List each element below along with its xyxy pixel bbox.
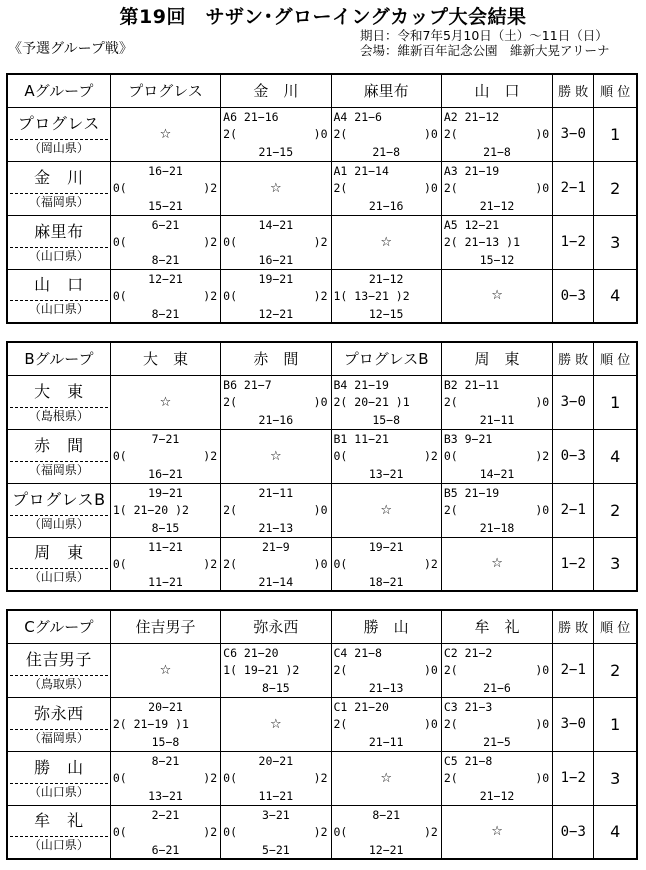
game2-score: 0(: [223, 234, 238, 249]
game2-score: 0(: [333, 556, 348, 571]
game2-score: 2(: [223, 394, 238, 409]
game3-score: 6−21: [151, 842, 180, 857]
table-row: [7, 643, 637, 697]
table-header-row: [7, 610, 637, 643]
game3-score: 11−21: [258, 788, 294, 803]
game1-score: 19−21: [258, 271, 294, 286]
game3-score: 21−13: [368, 680, 404, 695]
game3-score: 14−21: [479, 466, 515, 481]
game2-score: 0(: [112, 824, 127, 839]
game2-score: 0(: [112, 556, 127, 571]
game1-score: 21−9: [261, 539, 290, 554]
row-team: [7, 751, 110, 805]
game2-score: 2(: [223, 556, 238, 571]
game3-score: 21−11: [479, 412, 515, 427]
game3-score: 21−5: [483, 734, 511, 749]
match-result: [331, 643, 441, 697]
match-result: [221, 537, 331, 591]
game2-score: 1( 13−21 )2: [333, 288, 410, 303]
game1-score: 19−21: [368, 539, 404, 554]
match-games-won: )2: [313, 824, 328, 839]
game2-score: 0(: [443, 448, 458, 463]
column-team-name: 周 東: [441, 342, 552, 375]
game3-score: 13−21: [148, 788, 183, 803]
match-result: [441, 697, 552, 751]
match-result: [110, 805, 220, 859]
game1-score: B2 21−11: [443, 377, 500, 392]
table-row: [7, 697, 637, 751]
rank-value: 1: [594, 697, 637, 751]
game1-score: B3 9−21: [443, 431, 493, 446]
row-team: [7, 643, 110, 697]
game3-score: 15−12: [479, 252, 515, 267]
team-prefecture: （福岡県）: [28, 462, 89, 477]
team-prefecture: （福岡県）: [28, 730, 89, 745]
event-venue: 会場：維新百年記念公園 維新大晃アリーナ: [360, 43, 610, 58]
game2-score: 2(: [443, 770, 458, 785]
game3-score: 11−21: [148, 574, 183, 589]
match-games-won: )2: [203, 824, 218, 839]
win-loss-record: 0−3: [553, 269, 594, 323]
game2-score: 2(: [443, 502, 458, 517]
team-prefecture: （岡山県）: [28, 140, 89, 155]
game2-score: 2(: [223, 126, 238, 141]
table-row: [7, 215, 637, 269]
game3-score: 12−15: [368, 306, 404, 321]
team-name: プログレス: [17, 113, 100, 133]
team-name: 赤 間: [34, 435, 84, 455]
match-games-won: )2: [203, 448, 218, 463]
game3-score: 15−8: [372, 412, 401, 427]
game3-score: 21−14: [258, 574, 294, 589]
game2-score: 1( 19−21 )2: [223, 662, 300, 677]
match-result: [110, 215, 220, 269]
rank-value: 3: [594, 751, 637, 805]
game2-score: 2(: [443, 662, 458, 677]
match-result: [331, 429, 441, 483]
column-team-name: プログレス: [110, 74, 220, 107]
game1-score: A6 21−16: [223, 109, 279, 124]
win-loss-record: 1−2: [553, 215, 594, 269]
game1-score: B6 21−7: [223, 377, 272, 392]
game1-score: A5 12−21: [443, 217, 500, 232]
game1-score: A2 21−12: [443, 109, 500, 124]
game1-score: 3−21: [261, 807, 290, 822]
game1-score: 21−11: [258, 485, 294, 500]
match-result: [221, 375, 331, 429]
team-name: 金 川: [34, 167, 84, 187]
column-team-name: 牟 礼: [441, 610, 552, 643]
game3-score: 5−21: [261, 842, 290, 857]
row-team: [7, 429, 110, 483]
match-result: [110, 537, 220, 591]
game1-score: C3 21−3: [443, 699, 493, 714]
self-match-star: ☆: [441, 805, 552, 859]
match-games-won: )0: [535, 394, 550, 409]
win-loss-record: 3−0: [553, 107, 594, 161]
team-name: 牟 礼: [34, 811, 84, 831]
match-result: [331, 697, 441, 751]
row-team: [7, 269, 110, 323]
rank-value: 3: [594, 537, 637, 591]
game2-score: 2(: [333, 180, 348, 195]
game3-score: 8−15: [151, 520, 180, 535]
match-result: [221, 483, 331, 537]
match-games-won: )0: [313, 502, 328, 517]
column-team-name: 弥永西: [221, 610, 331, 643]
match-games-won: )0: [535, 126, 550, 141]
game3-score: 8−21: [151, 252, 180, 267]
game1-score: C5 21−8: [443, 753, 493, 768]
game2-score: 2(: [333, 126, 348, 141]
game3-score: 21−12: [479, 788, 515, 803]
team-prefecture: （山口県）: [28, 248, 89, 263]
column-win-loss: 勝 敗: [553, 342, 594, 375]
game1-score: A4 21−6: [333, 109, 382, 124]
match-games-won: )0: [423, 126, 438, 141]
match-games-won: )2: [535, 448, 550, 463]
game3-score: 18−21: [368, 574, 404, 589]
game1-score: C2 21−2: [443, 645, 493, 660]
match-result: [331, 375, 441, 429]
game1-score: 14−21: [258, 217, 294, 232]
column-team-name: 大 東: [110, 342, 220, 375]
column-win-loss: 勝 敗: [553, 610, 594, 643]
game2-score: 0(: [112, 180, 127, 195]
rank-value: 2: [594, 161, 637, 215]
game3-score: 8−21: [151, 306, 180, 321]
match-games-won: )0: [535, 662, 550, 677]
match-result: [221, 805, 331, 859]
column-rank: 順 位: [594, 342, 637, 375]
game3-score: 21−15: [258, 144, 294, 159]
game1-score: 6−21: [151, 217, 180, 232]
row-team: [7, 215, 110, 269]
match-result: [221, 269, 331, 323]
game3-score: 13−21: [368, 466, 404, 481]
win-loss-record: 0−3: [553, 805, 594, 859]
table-row: [7, 537, 637, 591]
match-games-won: )2: [203, 180, 218, 195]
game1-score: 19−21: [148, 485, 183, 500]
match-result: [221, 107, 331, 161]
rank-value: 1: [594, 375, 637, 429]
team-name: 大 東: [34, 381, 84, 401]
game1-score: 8−21: [151, 753, 180, 768]
game1-score: A3 21−19: [443, 163, 500, 178]
game1-score: B5 21−19: [443, 485, 500, 500]
game3-score: 21−12: [479, 198, 515, 213]
team-prefecture: （山口県）: [28, 784, 89, 799]
match-result: [110, 751, 220, 805]
rank-value: 1: [594, 107, 637, 161]
rank-value: 4: [594, 429, 637, 483]
match-result: [221, 751, 331, 805]
game3-score: 21−18: [479, 520, 515, 535]
section-subtitle: 《予選グループ戦》: [8, 41, 133, 57]
table-row: [7, 483, 637, 537]
table-row: [7, 161, 637, 215]
team-prefecture: （福岡県）: [28, 194, 89, 209]
game1-score: 16−21: [148, 163, 183, 178]
match-games-won: )0: [535, 502, 550, 517]
match-games-won: )0: [535, 180, 550, 195]
match-result: [441, 215, 552, 269]
game2-score: 2(: [443, 716, 458, 731]
game3-score: 12−21: [258, 306, 294, 321]
game3-score: 21−11: [368, 734, 404, 749]
row-team: [7, 697, 110, 751]
team-prefecture: （山口県）: [28, 302, 89, 317]
game2-score: 0(: [112, 234, 127, 249]
game1-score: C4 21−8: [333, 645, 382, 660]
row-team: [7, 805, 110, 859]
match-result: [221, 215, 331, 269]
match-result: [110, 697, 220, 751]
win-loss-record: 3−0: [553, 697, 594, 751]
group-name: Bグループ: [7, 342, 110, 375]
match-result: [441, 429, 552, 483]
rank-value: 2: [594, 643, 637, 697]
game1-score: 21−12: [368, 271, 404, 286]
match-result: [331, 161, 441, 215]
game3-score: 8−15: [261, 680, 290, 695]
game3-score: 21−16: [258, 412, 294, 427]
win-loss-record: 2−1: [553, 643, 594, 697]
game1-score: 7−21: [151, 431, 180, 446]
self-match-star: ☆: [221, 697, 331, 751]
table-row: [7, 429, 637, 483]
game1-score: 20−21: [148, 699, 183, 714]
match-games-won: )2: [423, 824, 438, 839]
team-prefecture: （島根県）: [28, 408, 89, 423]
game1-score: B4 21−19: [333, 377, 389, 392]
match-games-won: )2: [423, 448, 438, 463]
group-name: Aグループ: [7, 74, 110, 107]
game1-score: B1 11−21: [333, 431, 389, 446]
table-row: [7, 107, 637, 161]
game2-score: 0(: [333, 448, 348, 463]
win-loss-record: 2−1: [553, 483, 594, 537]
row-team: [7, 107, 110, 161]
game3-score: 21−16: [368, 198, 404, 213]
game2-score: 2( 21−13 )1: [443, 234, 521, 249]
event-info: [360, 28, 610, 58]
game2-score: 2(: [223, 502, 238, 517]
self-match-star: ☆: [441, 537, 552, 591]
match-result: [331, 805, 441, 859]
game2-score: 0(: [223, 824, 238, 839]
game3-score: 12−21: [368, 842, 404, 857]
self-match-star: ☆: [110, 643, 220, 697]
column-rank: 順 位: [594, 74, 637, 107]
win-loss-record: 1−2: [553, 537, 594, 591]
self-match-star: ☆: [331, 215, 441, 269]
self-match-star: ☆: [331, 483, 441, 537]
match-result: [331, 537, 441, 591]
table-row: [7, 375, 637, 429]
team-prefecture: （鳥取県）: [28, 676, 89, 691]
rank-value: 3: [594, 215, 637, 269]
match-result: [441, 375, 552, 429]
table-row: [7, 805, 637, 859]
column-win-loss: 勝 敗: [553, 74, 594, 107]
self-match-star: ☆: [221, 161, 331, 215]
match-result: [110, 429, 220, 483]
team-name: 勝 山: [34, 757, 84, 777]
event-period: 期日：令和7年5月10日（土）～11日（日）: [360, 28, 608, 43]
column-team-name: 勝 山: [331, 610, 441, 643]
game3-score: 21−8: [483, 144, 511, 159]
match-result: [221, 643, 331, 697]
win-loss-record: 1−2: [553, 751, 594, 805]
self-match-star: ☆: [110, 107, 220, 161]
match-games-won: )2: [313, 770, 328, 785]
game1-score: C1 21−20: [333, 699, 389, 714]
match-games-won: )0: [313, 394, 328, 409]
table-header-row: [7, 74, 637, 107]
game2-score: 0(: [223, 770, 238, 785]
match-games-won: )2: [313, 288, 328, 303]
game1-score: 11−21: [148, 539, 183, 554]
match-games-won: )0: [535, 770, 550, 785]
column-team-name: 金 川: [221, 74, 331, 107]
column-team-name: 麻里布: [331, 74, 441, 107]
team-name: 周 東: [34, 543, 84, 563]
self-match-star: ☆: [331, 751, 441, 805]
team-prefecture: （岡山県）: [28, 516, 89, 531]
game3-score: 21−8: [372, 144, 401, 159]
game2-score: 2( 20−21 )1: [333, 394, 410, 409]
team-name: 麻里布: [34, 221, 84, 241]
game3-score: 16−21: [148, 466, 183, 481]
match-games-won: )0: [313, 556, 328, 571]
match-result: [441, 643, 552, 697]
game1-score: 20−21: [258, 753, 294, 768]
column-team-name: 赤 間: [221, 342, 331, 375]
team-name: プログレスB: [12, 489, 106, 509]
game2-score: 0(: [112, 770, 127, 785]
game1-score: A1 21−14: [333, 163, 389, 178]
match-result: [110, 269, 220, 323]
column-team-name: 山 口: [441, 74, 552, 107]
match-result: [441, 161, 552, 215]
game1-score: C6 21−20: [223, 645, 279, 660]
match-games-won: )2: [203, 556, 218, 571]
game2-score: 0(: [112, 288, 127, 303]
match-result: [331, 269, 441, 323]
game2-score: 2(: [333, 662, 348, 677]
win-loss-record: 3−0: [553, 375, 594, 429]
match-games-won: )2: [423, 556, 438, 571]
column-rank: 順 位: [594, 610, 637, 643]
team-name: 住吉男子: [25, 649, 92, 669]
game2-score: 2(: [443, 394, 458, 409]
row-team: [7, 161, 110, 215]
team-prefecture: （山口県）: [28, 570, 89, 585]
row-team: [7, 537, 110, 591]
game2-score: 2( 21−19 )1: [112, 716, 189, 731]
game3-score: 15−21: [148, 198, 183, 213]
table-row: [7, 751, 637, 805]
row-team: [7, 375, 110, 429]
game1-score: 8−21: [372, 807, 401, 822]
match-result: [110, 161, 220, 215]
team-name: 弥永西: [34, 703, 84, 723]
group-table: [6, 609, 638, 860]
game3-score: 21−6: [483, 680, 511, 695]
win-loss-record: 0−3: [553, 429, 594, 483]
group-table: [6, 341, 638, 592]
match-games-won: )0: [313, 126, 328, 141]
game2-score: 2(: [333, 716, 348, 731]
page-title: 第19回 サザン･グローイングカップ大会結果: [119, 6, 527, 28]
group-name: Cグループ: [7, 610, 110, 643]
match-result: [441, 483, 552, 537]
column-team-name: 住吉男子: [110, 610, 220, 643]
game3-score: 16−21: [258, 252, 294, 267]
rank-value: 4: [594, 805, 637, 859]
match-result: [110, 483, 220, 537]
match-games-won: )0: [423, 662, 438, 677]
team-prefecture: （山口県）: [28, 838, 89, 853]
match-games-won: )0: [423, 716, 438, 731]
team-name: 山 口: [34, 275, 84, 295]
game2-score: 1( 21−20 )2: [112, 502, 189, 517]
column-team-name: プログレスB: [331, 342, 441, 375]
group-table: [6, 73, 638, 324]
match-games-won: )2: [203, 288, 218, 303]
game2-score: 0(: [333, 824, 348, 839]
match-result: [441, 751, 552, 805]
table-header-row: [7, 342, 637, 375]
game3-score: 15−8: [151, 734, 180, 749]
self-match-star: ☆: [221, 429, 331, 483]
self-match-star: ☆: [441, 269, 552, 323]
rank-value: 4: [594, 269, 637, 323]
match-games-won: )0: [423, 180, 438, 195]
game1-score: 2−21: [151, 807, 180, 822]
match-games-won: )0: [535, 716, 550, 731]
row-team: [7, 483, 110, 537]
rank-value: 2: [594, 483, 637, 537]
match-result: [441, 107, 552, 161]
match-games-won: )2: [313, 234, 328, 249]
game3-score: 21−13: [258, 520, 294, 535]
game1-score: 12−21: [148, 271, 183, 286]
match-games-won: )2: [203, 234, 218, 249]
self-match-star: ☆: [110, 375, 220, 429]
match-games-won: )2: [203, 770, 218, 785]
game2-score: 0(: [223, 288, 238, 303]
game2-score: 0(: [112, 448, 127, 463]
game2-score: 2(: [443, 180, 458, 195]
match-result: [331, 107, 441, 161]
win-loss-record: 2−1: [553, 161, 594, 215]
table-row: [7, 269, 637, 323]
game2-score: 2(: [443, 126, 458, 141]
